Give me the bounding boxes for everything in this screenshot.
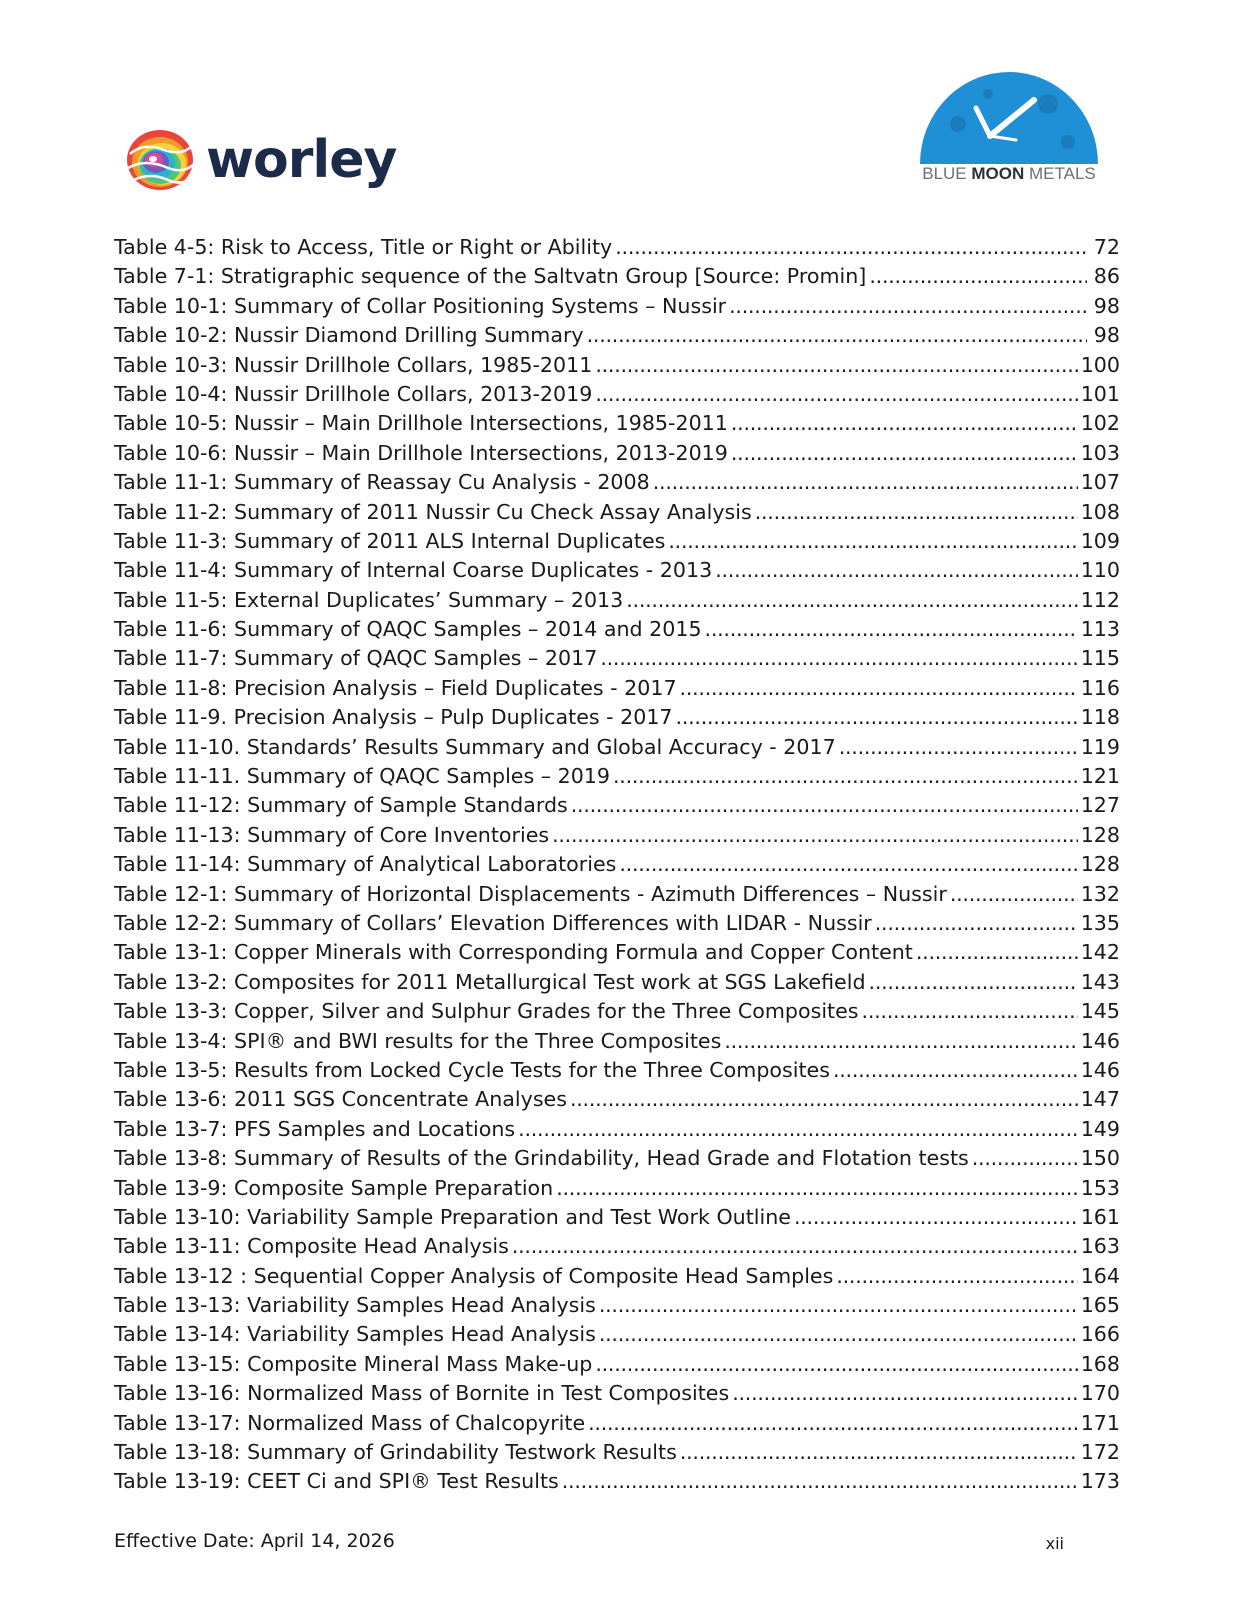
toc-entry-page: 173: [1080, 1469, 1120, 1494]
toc-entry-page: 165: [1080, 1293, 1120, 1318]
toc-entry-title: Table 13-6: 2011 SGS Concentrate Analyses: [114, 1087, 567, 1112]
toc-entry-title: Table 13-12 : Sequential Copper Analysis of Composite Head Samples: [114, 1263, 834, 1288]
blue-moon-metals-logo: [912, 64, 1106, 194]
list-of-tables: [114, 233, 1120, 1497]
toc-entry-title: Table 7-1: Stratigraphic sequence of the Saltvatn Group [Source: Promin]: [114, 264, 867, 289]
toc-entry[interactable]: [114, 1438, 1120, 1467]
toc-entry-title: Table 11-6: Summary of QAQC Samples – 2014 and 2015: [114, 617, 702, 642]
toc-dot-leader: [705, 615, 1078, 644]
toc-entry-page: 132: [1080, 881, 1120, 906]
toc-dot-leader: [626, 586, 1077, 615]
toc-dot-leader: [668, 527, 1077, 556]
toc-dot-leader: [755, 498, 1078, 527]
toc-entry[interactable]: [114, 1144, 1120, 1173]
toc-entry[interactable]: [114, 1291, 1120, 1320]
toc-dot-leader: [839, 733, 1078, 762]
toc-entry-page: 127: [1080, 793, 1120, 818]
toc-dot-leader: [676, 703, 1078, 732]
toc-entry-page: 72: [1093, 235, 1120, 259]
toc-entry-title: Table 4-5: Risk to Access, Title or Right or Ability: [114, 235, 613, 259]
toc-entry-page: 149: [1080, 1116, 1120, 1141]
toc-entry[interactable]: [114, 762, 1120, 791]
toc-entry[interactable]: [114, 468, 1120, 497]
toc-entry-page: 145: [1080, 999, 1120, 1024]
toc-dot-leader: [556, 1174, 1077, 1203]
worley-wordmark: worley: [206, 130, 397, 190]
toc-entry-title: Table 11-5: External Duplicates’ Summary – 2013: [114, 587, 624, 612]
toc-entry-page: 101: [1080, 381, 1120, 406]
toc-entry-title: Table 11-10. Standards’ Results Summary and Global Accuracy - 2017: [114, 734, 836, 759]
toc-entry-title: Table 12-1: Summary of Horizontal Displacements - Azimuth Differences – Nussir: [114, 881, 947, 906]
toc-entry-page: 153: [1080, 1175, 1120, 1200]
toc-entry-title: Table 11-2: Summary of 2011 Nussir Cu Check Assay Analysis: [114, 499, 752, 524]
toc-dot-leader: [869, 262, 1087, 291]
toc-entry-title: Table 10-3: Nussir Drillhole Collars, 1985-2011: [114, 352, 593, 377]
toc-entry[interactable]: [114, 703, 1120, 732]
toc-entry-page: 119: [1080, 734, 1120, 759]
toc-entry-page: 86: [1093, 264, 1120, 289]
toc-entry-title: Table 13-16: Normalized Mass of Bornite in Test Composites: [114, 1381, 730, 1406]
toc-entry-page: 109: [1080, 528, 1120, 553]
toc-dot-leader: [552, 821, 1078, 850]
toc-entry[interactable]: [114, 527, 1120, 556]
toc-entry[interactable]: [114, 968, 1120, 997]
toc-dot-leader: [595, 380, 1077, 409]
toc-entry-title: Table 13-18: Summary of Grindability Testwork Results: [114, 1440, 677, 1465]
toc-entry-title: Table 13-7: PFS Samples and Locations: [114, 1116, 516, 1141]
worley-swirl-icon: [124, 124, 196, 196]
toc-entry[interactable]: [114, 1232, 1120, 1261]
toc-entry[interactable]: [114, 733, 1120, 762]
toc-dot-leader: [972, 1144, 1078, 1173]
toc-dot-leader: [715, 556, 1078, 585]
toc-dot-leader: [731, 409, 1078, 438]
toc-entry[interactable]: [114, 1409, 1120, 1438]
toc-entry-page: 108: [1080, 499, 1120, 524]
toc-entry[interactable]: [114, 644, 1120, 673]
toc-dot-leader: [562, 1467, 1078, 1496]
toc-entry-title: Table 10-4: Nussir Drillhole Collars, 2013-2019: [114, 381, 593, 406]
toc-entry[interactable]: [114, 1203, 1120, 1232]
toc-entry-title: Table 13-1: Copper Minerals with Corresponding Formula and Copper Content: [114, 940, 913, 965]
toc-entry-title: Table 13-9: Composite Sample Preparation: [114, 1175, 554, 1200]
toc-dot-leader: [833, 1056, 1078, 1085]
toc-entry-page: 146: [1080, 1057, 1120, 1082]
toc-entry-page: 115: [1080, 646, 1120, 671]
toc-dot-leader: [512, 1232, 1078, 1261]
toc-entry-title: Table 13-5: Results from Locked Cycle Tests for the Three Composites: [114, 1057, 830, 1082]
toc-entry-title: Table 13-19: CEET Ci and SPI® Test Results: [114, 1469, 559, 1494]
toc-entry-title: Table 13-15: Composite Mineral Mass Make-up: [114, 1351, 593, 1376]
toc-entry-page: 102: [1080, 411, 1120, 436]
toc-entry-page: 171: [1080, 1410, 1120, 1435]
toc-entry[interactable]: [114, 821, 1120, 850]
toc-entry-title: Table 13-11: Composite Head Analysis: [114, 1234, 509, 1259]
toc-entry-title: Table 11-4: Summary of Internal Coarse Duplicates - 2013: [114, 558, 713, 583]
toc-dot-leader: [862, 997, 1078, 1026]
toc-entry-page: 116: [1080, 675, 1120, 700]
toc-dot-leader: [518, 1115, 1078, 1144]
toc-entry[interactable]: [114, 292, 1120, 321]
toc-entry-page: 135: [1080, 910, 1120, 935]
toc-dot-leader: [588, 1409, 1078, 1438]
toc-entry-page: 166: [1080, 1322, 1120, 1347]
toc-entry[interactable]: [114, 1350, 1120, 1379]
toc-entry[interactable]: [114, 880, 1120, 909]
toc-entry-title: Table 10-1: Summary of Collar Positioning Systems – Nussir: [114, 293, 727, 318]
toc-entry[interactable]: [114, 439, 1120, 468]
toc-entry[interactable]: [114, 1115, 1120, 1144]
toc-entry[interactable]: [114, 938, 1120, 967]
toc-entry-page: 161: [1080, 1204, 1120, 1229]
toc-entry[interactable]: [114, 909, 1120, 938]
toc-dot-leader: [570, 1085, 1078, 1114]
toc-entry-title: Table 11-1: Summary of Reassay Cu Analysis - 2008: [114, 470, 650, 495]
toc-entry-title: Table 13-3: Copper, Silver and Sulphur Grades for the Three Composites: [114, 999, 859, 1024]
blue-moon-metals-wordmark: BLUE MOON METALS: [922, 164, 1096, 183]
toc-dot-leader: [571, 791, 1078, 820]
toc-entry[interactable]: [114, 380, 1120, 409]
toc-entry[interactable]: [114, 850, 1120, 879]
toc-entry-title: Table 10-6: Nussir – Main Drillhole Intersections, 2013-2019: [114, 440, 728, 465]
toc-entry-page: 110: [1080, 558, 1120, 583]
toc-entry[interactable]: [114, 321, 1120, 350]
toc-entry-title: Table 10-2: Nussir Diamond Drilling Summary: [114, 323, 584, 348]
toc-entry-title: Table 13-4: SPI® and BWI results for the Three Composites: [114, 1028, 722, 1053]
moon-clock-icon: [918, 64, 1100, 164]
toc-entry-page: 113: [1080, 617, 1120, 642]
page-number: xii: [1045, 1534, 1064, 1553]
toc-dot-leader: [615, 233, 1087, 262]
toc-entry-title: Table 11-12: Summary of Sample Standards: [114, 793, 568, 818]
toc-dot-leader: [794, 1203, 1078, 1232]
toc-entry-page: 146: [1080, 1028, 1120, 1053]
toc-entry-page: 107: [1080, 470, 1120, 495]
toc-entry-page: 147: [1080, 1087, 1120, 1112]
toc-entry-page: 100: [1080, 352, 1120, 377]
toc-entry-page: 98: [1093, 323, 1120, 348]
effective-date: Effective Date: April 14, 2026: [114, 1530, 395, 1552]
toc-dot-leader: [836, 1262, 1077, 1291]
toc-entry[interactable]: [114, 409, 1120, 438]
toc-entry-title: Table 13-13: Variability Samples Head Analysis: [114, 1293, 596, 1318]
toc-dot-leader: [724, 1027, 1077, 1056]
toc-dot-leader: [600, 644, 1077, 673]
toc-dot-leader: [729, 292, 1087, 321]
toc-entry-title: Table 11-9. Precision Analysis – Pulp Duplicates - 2017: [114, 705, 673, 730]
toc-entry-page: 118: [1080, 705, 1120, 730]
toc-dot-leader: [869, 968, 1078, 997]
toc-dot-leader: [680, 1438, 1078, 1467]
toc-entry[interactable]: [114, 498, 1120, 527]
toc-dot-leader: [653, 468, 1078, 497]
toc-entry[interactable]: [114, 1174, 1120, 1203]
toc-entry-page: 112: [1080, 587, 1120, 612]
toc-entry-page: 172: [1080, 1440, 1120, 1465]
toc-entry[interactable]: [114, 351, 1120, 380]
toc-entry[interactable]: [114, 674, 1120, 703]
toc-dot-leader: [731, 439, 1078, 468]
toc-entry-title: Table 11-11. Summary of QAQC Samples – 2019: [114, 764, 611, 789]
worley-logo: [124, 120, 396, 200]
toc-dot-leader: [732, 1379, 1077, 1408]
toc-dot-leader: [680, 674, 1078, 703]
toc-entry-page: 103: [1080, 440, 1120, 465]
toc-entry-page: 121: [1080, 764, 1120, 789]
toc-entry[interactable]: [114, 1467, 1120, 1496]
toc-dot-leader: [613, 762, 1078, 791]
toc-entry-title: Table 13-10: Variability Sample Preparation and Test Work Outline: [114, 1204, 791, 1229]
toc-entry-page: 168: [1080, 1351, 1120, 1376]
toc-entry-title: Table 13-14: Variability Samples Head Analysis: [114, 1322, 596, 1347]
toc-entry[interactable]: [114, 1262, 1120, 1291]
toc-entry-title: Table 11-13: Summary of Core Inventories: [114, 822, 550, 847]
toc-entry[interactable]: [114, 262, 1120, 291]
toc-entry[interactable]: [114, 791, 1120, 820]
toc-entry-title: Table 11-3: Summary of 2011 ALS Internal Duplicates: [114, 528, 666, 553]
toc-entry[interactable]: [114, 997, 1120, 1026]
toc-entry[interactable]: [114, 556, 1120, 585]
toc-dot-leader: [875, 909, 1078, 938]
toc-entry-page: 170: [1080, 1381, 1120, 1406]
toc-dot-leader: [619, 850, 1077, 879]
toc-entry[interactable]: [114, 233, 1120, 262]
toc-entry-page: 128: [1080, 852, 1120, 877]
toc-entry-page: 150: [1080, 1146, 1120, 1171]
toc-entry[interactable]: [114, 1320, 1120, 1349]
toc-entry-page: 143: [1080, 969, 1120, 994]
toc-entry-title: Table 11-8: Precision Analysis – Field Duplicates - 2017: [114, 675, 677, 700]
toc-dot-leader: [599, 1320, 1078, 1349]
toc-entry-title: Table 10-5: Nussir – Main Drillhole Intersections, 1985-2011: [114, 411, 728, 436]
toc-dot-leader: [595, 351, 1077, 380]
toc-entry-title: Table 11-7: Summary of QAQC Samples – 2017: [114, 646, 598, 671]
toc-entry-page: 128: [1080, 822, 1120, 847]
toc-entry-title: Table 13-8: Summary of Results of the Grindability, Head Grade and Flotation tests: [114, 1146, 969, 1171]
toc-entry-title: Table 12-2: Summary of Collars’ Elevation Differences with LIDAR - Nussir: [114, 910, 872, 935]
toc-entry-title: Table 13-2: Composites for 2011 Metallurgical Test work at SGS Lakefield: [114, 969, 866, 994]
toc-entry[interactable]: [114, 1027, 1120, 1056]
toc-entry-page: 142: [1080, 940, 1120, 965]
toc-dot-leader: [950, 880, 1078, 909]
toc-dot-leader: [916, 938, 1078, 967]
toc-entry-title: Table 13-17: Normalized Mass of Chalcopyrite: [114, 1410, 586, 1435]
toc-entry-page: 164: [1080, 1263, 1120, 1288]
toc-entry[interactable]: [114, 1056, 1120, 1085]
toc-dot-leader: [587, 321, 1087, 350]
toc-entry-title: Table 11-14: Summary of Analytical Laboratories: [114, 852, 617, 877]
toc-entry-page: 98: [1093, 293, 1120, 318]
toc-entry-page: 163: [1080, 1234, 1120, 1259]
toc-entry[interactable]: [114, 1379, 1120, 1408]
toc-entry[interactable]: [114, 586, 1120, 615]
toc-dot-leader: [599, 1291, 1078, 1320]
toc-entry[interactable]: [114, 615, 1120, 644]
toc-dot-leader: [595, 1350, 1077, 1379]
toc-entry[interactable]: [114, 1085, 1120, 1114]
